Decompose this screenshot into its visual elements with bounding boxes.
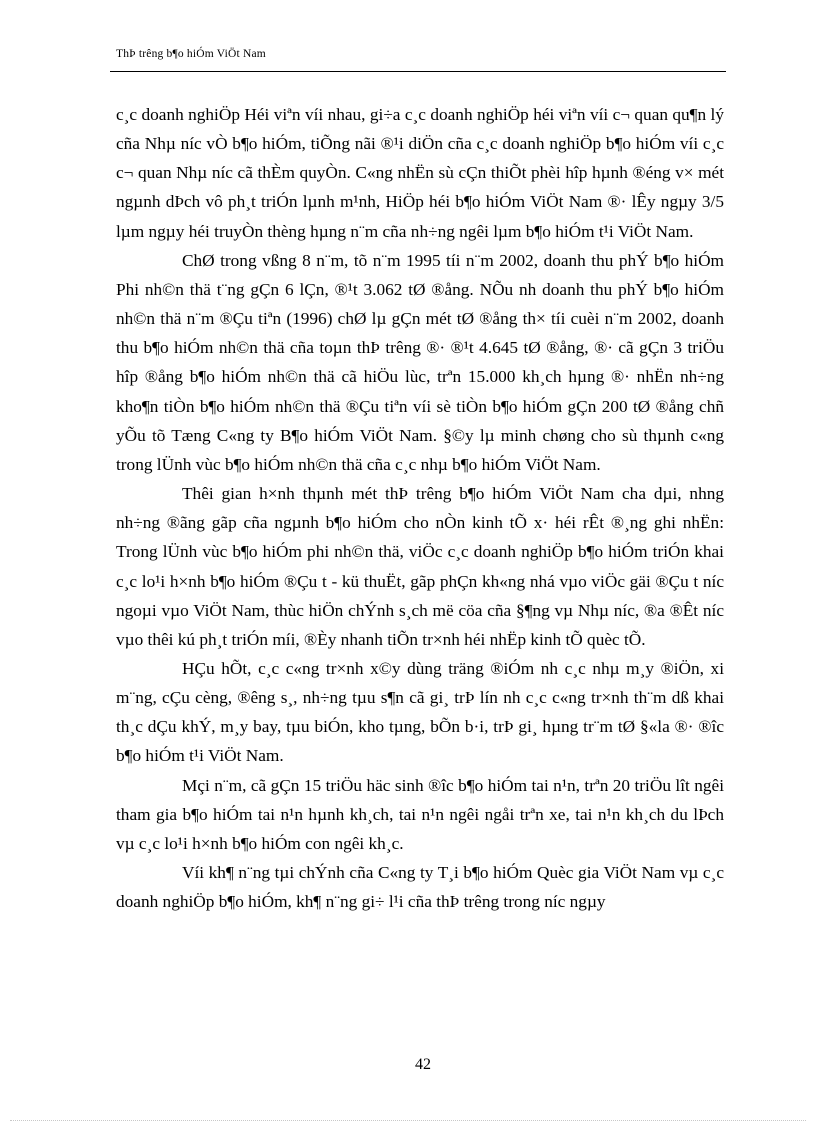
- paragraph-6: Víi kh¶ n¨ng tµi chÝnh cña C«ng ty T¸i b¶o hiÓm Quèc gia ViÖt Nam vµ c¸c doanh nghiÖp b¶o hiÓm, kh¶ n¨ng gi÷ l¹i cña thÞ trêng trong níc ngµy: [116, 863, 724, 912]
- paragraph-2: ChØ trong vßng 8 n¨m, tõ n¨m 1995 tíi n¨m 2002, doanh thu phÝ b¶o hiÓm Phi nh©n thä t¨ng gÇn 6 lÇn, ®¹t 3.062 tØ ®ång. NÕu nh doanh thu phÝ b¶o hiÓm nh©n thä n¨m ®Çu tiªn (1996) chØ lµ gÇn mét tØ ®ång th× tíi cuèi n¨m 2002, doanh thu b¶o hiÓm nh©n thä cña toµn thÞ trêng ®· ®¹t 4.645 tØ ®ång, ®· cã gÇn 3 triÖu hîp ®ång b¶o hiÓm nh©n thä cã hiÖu lùc, trªn 15.000 kh¸ch hµng ®· nhËn nh÷ng kho¶n tiÒn b¶o hiÓm nh©n thä ®Çu tiªn víi sè tiÒn b¶o hiÓm gÇn 200 tØ ®ång chñ yÕu tõ Tæng C«ng ty B¶o hiÓm ViÖt Nam. §©y lµ minh chøng cho sù thµnh c«ng trong lÜnh vùc b¶o hiÓm nh©n thä cña c¸c nhµ b¶o hiÓm ViÖt Nam.: [116, 250, 724, 474]
- footer-rule: [10, 1120, 806, 1121]
- paragraph-5: Mçi n¨m, cã gÇn 15 triÖu häc sinh ®îc b¶o hiÓm tai n¹n, trªn 20 triÖu lît ngêi tham gia b¶o hiÓm tai n¹n hµnh kh¸ch, tai n¹n ngêi ngåi trªn xe, tai n¹n kh¸ch du lÞch vµ c¸c lo¹i h×nh b¶o hiÓm con ngêi kh¸c.: [116, 775, 724, 853]
- running-header: ThÞ trêng b¶o hiÓm ViÖt Nam: [116, 48, 266, 60]
- paragraph-3: Thêi gian h×nh thµnh mét thÞ trêng b¶o hiÓm ViÖt Nam cha dµi, nhng nh÷ng ®ãng gãp cña ngµnh b¶o hiÓm cho nÒn kinh tÕ x· héi rÊt ®¸ng ghi nhËn: Trong lÜnh vùc b¶o hiÓm phi nh©n thä, viÖc c¸c doanh nghiÖp b¶o hiÓm triÓn khai c¸c lo¹i h×nh b¶o hiÓm ®Çu t - kü thuËt, gãp phÇn kh«ng nhá vµo viÖc gäi ®Çu t níc ngoµi vµo ViÖt Nam, thùc hiÖn chÝnh s¸ch më cöa cña §¶ng vµ Nhµ níc, ®a ®Êt níc vµo thêi kú ph¸t triÓn míi, ®Èy nhanh tiÕn tr×nh héi nhËp kinh tÕ quèc tÕ.: [116, 484, 724, 649]
- body-text: [116, 100, 724, 916]
- paragraph-1: c¸c doanh nghiÖp Héi viªn víi nhau, gi÷a c¸c doanh nghiÖp héi viªn víi c¬ quan qu¶n lý cña Nhµ níc vÒ b¶o hiÓm, tiÕng nãi ®¹i diÖn cña c¸c doanh nghiÖp b¶o hiÓm víi c¸c c¬ quan Nhµ níc cã thÈm quyÒn. C«ng nhËn sù cÇn thiÕt phèi hîp hµnh ®éng v× mét ngµnh dÞch vô ph¸t triÓn lµnh m¹nh, HiÖp héi b¶o hiÓm ViÖt Nam ®· lÊy ngµy 3/5 lµm ngµy héi truyÒn thèng hµng n¨m cña nh÷ng ngêi lµm b¶o hiÓm t¹i ViÖt Nam.: [116, 105, 724, 241]
- page-number: 42: [415, 1056, 431, 1073]
- header-rule: [110, 71, 726, 72]
- paragraph-4: HÇu hÕt, c¸c c«ng tr×nh x©y dùng träng ®iÓm nh c¸c nhµ m¸y ®iÖn, xi m¨ng, cÇu cèng, ®êng s¸, nh÷ng tµu s¶n cã gi¸ trÞ lín nh c¸c c«ng tr×nh th¨m dß khai th¸c dÇu khÝ, m¸y bay, tµu biÓn, kho tµng, bÕn b·i, trÞ gi¸ hµng tr¨m tØ §«la ®· ®îc b¶o hiÓm t¹i ViÖt Nam.: [116, 658, 724, 766]
